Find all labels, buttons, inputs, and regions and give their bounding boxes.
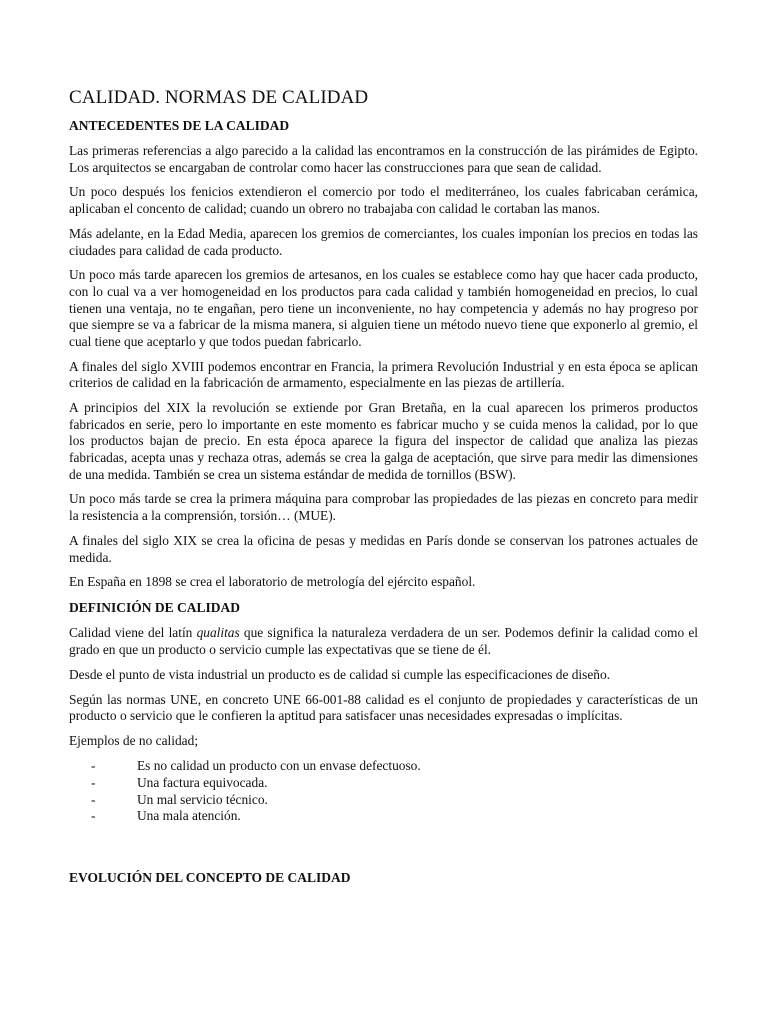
paragraph-definition (69, 625, 698, 658)
bullet-dash: - (91, 774, 96, 790)
paragraph: En España en 1898 se crea el laboratorio de metrología del ejército español. (69, 574, 476, 590)
examples-intro: Ejemplos de no calidad; (69, 733, 199, 749)
paragraph: Desde el punto de vista industrial un producto es de calidad si cumple las especificaciones de diseño. (69, 666, 611, 682)
bullet-dash: - (91, 808, 96, 824)
paragraph: A principios del XIX la revolución se extiende por Gran Bretaña, en la cual aparecen los primeros productos fabricados en serie, pero lo importante en este momento es fabricar mucho y se cuida menos la calidad, por lo que los productos bajan de precio. En esta época aparece la figura del inspector de calidad que analiza las piezas fabricadas, acepta unas y rechaza otras, además se crea la galga de aceptación, que sirve para medir las dimensiones de una medida. También se crea un sistema estándar de medida de tornillos (BSW). (69, 400, 698, 482)
list-item (91, 758, 698, 775)
section-heading-antecedentes: ANTECEDENTES DE LA CALIDAD (69, 118, 290, 133)
text-run: Calidad viene del latín (69, 625, 197, 641)
paragraph: Las primeras referencias a algo parecido a la calidad las encontramos en la construcción de las pirámides de Egipto. Los arquitectos se encargaban de controlar como hacer las construcciones para que sean de calidad. (69, 143, 698, 175)
list-item (91, 808, 698, 825)
paragraph: Un poco más tarde se crea la primera máquina para comprobar las propiedades de las piezas en concreto para medir la resistencia a la comprensión, torsión… (MUE). (69, 491, 698, 524)
paragraph: A finales del siglo XIX se crea la oficina de pesas y medidas en París donde se conservan los patrones actuales de medida. (69, 532, 698, 565)
list-item-text: Es no calidad un producto con un envase defectuoso. (137, 758, 421, 774)
list-item (91, 792, 698, 809)
document-title: CALIDAD. NORMAS DE CALIDAD (69, 87, 369, 108)
examples-list (69, 758, 698, 825)
paragraph: Un poco después los fenicios extendieron el comercio por todo el mediterráneo, los cuales fabricaban cerámica, aplicaban el concento de calidad; cuando un obrero no trabajaba con calidad le cortaban las manos. (69, 184, 698, 217)
paragraph: Más adelante, en la Edad Media, aparecen los gremios de comerciantes, los cuales imponían los precios en todas las ciudades para calidad de cada producto. (69, 225, 698, 258)
list-item-text: Una mala atención. (137, 808, 241, 824)
paragraph: A finales del siglo XVIII podemos encontrar en Francia, la primera Revolución Industrial y en esta época se aplican criterios de calidad en la fabricación de armamento, especialmente en las piezas de artillería. (69, 358, 698, 391)
list-item (91, 775, 698, 792)
paragraph: Un poco más tarde aparecen los gremios de artesanos, en los cuales se establece como hay que hacer cada producto, con lo cual va a ver homogeneidad en los productos para cada calidad y también homogeneidad en precios, lo cual tienen una ventaja, no te engañan, pero tiene un inconveniente, no hay competencia y además no hay progreso por que siempre se va a fabricar de la misma manera, si alguien tiene un método nuevo tiene que exponerlo al gremio, el cual tiene que aceptarlo y que todos puedan fabricarlo. (69, 267, 698, 349)
list-item-text: Un mal servicio técnico. (137, 791, 268, 807)
bullet-dash: - (91, 758, 96, 774)
bullet-dash: - (91, 791, 96, 807)
document-page (69, 86, 698, 895)
list-item-text: Una factura equivocada. (137, 774, 268, 790)
section-heading-definicion: DEFINICIÓN DE CALIDAD (69, 600, 241, 616)
section-heading-evolucion: EVOLUCIÓN DEL CONCEPTO DE CALIDAD (69, 870, 351, 886)
text-run: que significa la naturaleza verdadera de un ser. Podemos definir la calidad como el grado en que un producto o servicio cumple las expectativas que se tiene de él. (69, 625, 699, 657)
spacer (69, 825, 698, 869)
italic-term: qualitas (196, 625, 240, 641)
paragraph: Según las normas UNE, en concreto UNE 66-001-88 calidad es el conjunto de propiedades y características de un producto o servicio que le confieren la aptitud para satisfacer unas necesidades expresadas o implícitas. (69, 691, 698, 724)
